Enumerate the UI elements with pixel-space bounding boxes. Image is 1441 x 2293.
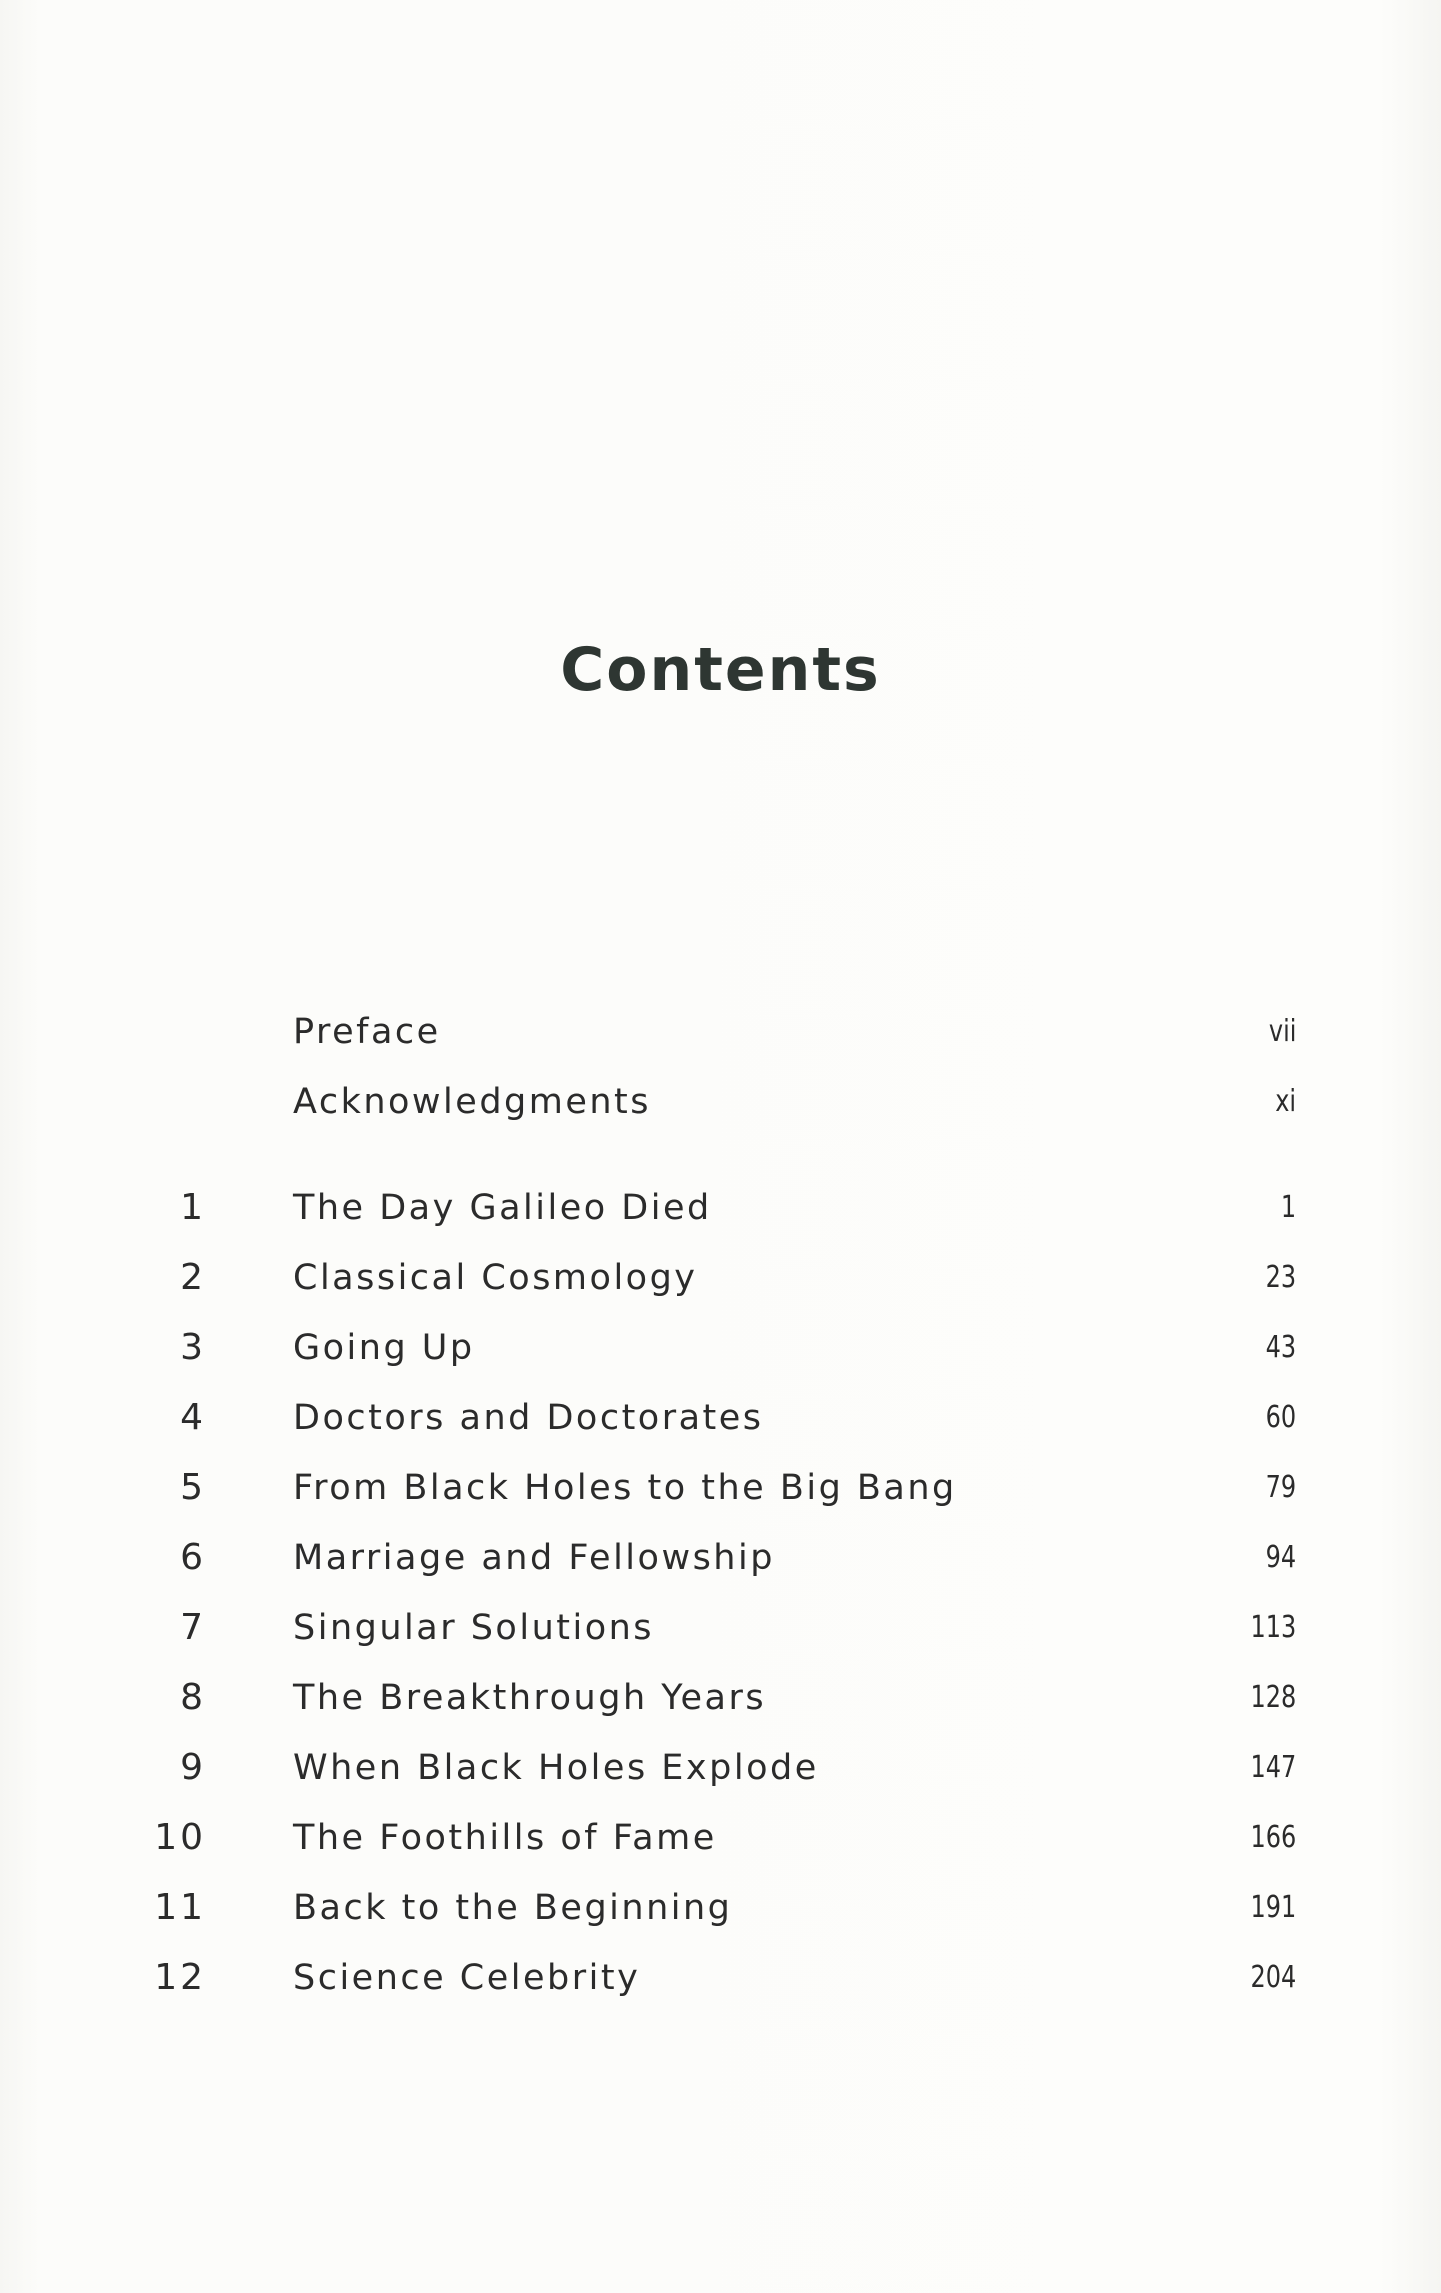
toc-entry-chapter-9 bbox=[0, 1743, 1441, 1793]
chapter-number: 7 bbox=[180, 1607, 206, 1648]
toc-entry-chapter-2 bbox=[0, 1253, 1441, 1303]
toc-entry-page: 191 bbox=[1250, 1890, 1296, 1925]
toc-entry-label: Going Up bbox=[293, 1328, 475, 1368]
chapter-number: 1 bbox=[180, 1187, 206, 1228]
toc-entry-chapter-6 bbox=[0, 1533, 1441, 1583]
toc-entry-chapter-5 bbox=[0, 1463, 1441, 1513]
toc-entry-chapter-4 bbox=[0, 1393, 1441, 1443]
toc-entry-label: Classical Cosmology bbox=[293, 1258, 698, 1298]
chapter-number: 10 bbox=[154, 1817, 206, 1858]
toc-entry-chapter-12 bbox=[0, 1953, 1441, 2003]
chapter-number: 2 bbox=[180, 1257, 206, 1298]
toc-entry-label: From Black Holes to the Big Bang bbox=[293, 1468, 957, 1508]
toc-entry-label: The Breakthrough Years bbox=[293, 1678, 767, 1718]
toc-entry-label: Singular Solutions bbox=[293, 1608, 655, 1648]
toc-entry-page: 23 bbox=[1265, 1260, 1296, 1295]
toc-entry-chapter-3 bbox=[0, 1323, 1441, 1373]
toc-entry-chapter-11 bbox=[0, 1883, 1441, 1933]
toc-entry-chapter-1 bbox=[0, 1183, 1441, 1233]
chapter-number: 8 bbox=[180, 1677, 206, 1718]
toc-entry-page: 204 bbox=[1250, 1960, 1296, 1995]
chapter-number: 6 bbox=[180, 1537, 206, 1578]
toc-entry-page: 94 bbox=[1265, 1540, 1296, 1575]
toc-entry-label: The Foothills of Fame bbox=[293, 1818, 717, 1858]
toc-entry-label: Science Celebrity bbox=[293, 1958, 641, 1998]
toc-entry-label: Acknowledgments bbox=[293, 1082, 652, 1122]
toc-entry-page: 60 bbox=[1265, 1400, 1296, 1435]
toc-entry-label: Back to the Beginning bbox=[293, 1888, 733, 1928]
toc-entry-page: 166 bbox=[1250, 1820, 1296, 1855]
chapter-number: 12 bbox=[154, 1957, 206, 1998]
toc-entry-chapter-8 bbox=[0, 1673, 1441, 1723]
toc-entry-page: vii bbox=[1268, 1014, 1296, 1049]
toc-entry-label: When Black Holes Explode bbox=[293, 1748, 819, 1788]
toc-entry-label: The Day Galileo Died bbox=[293, 1188, 712, 1228]
toc-entry-label: Preface bbox=[293, 1012, 441, 1052]
toc-entry-preface bbox=[0, 1007, 1441, 1057]
toc-entry-page: 128 bbox=[1250, 1680, 1296, 1715]
chapter-number: 9 bbox=[180, 1747, 206, 1788]
chapter-number: 4 bbox=[180, 1397, 206, 1438]
toc-entry-acknowledgments bbox=[0, 1077, 1441, 1127]
toc-entry-page: 113 bbox=[1250, 1610, 1296, 1645]
chapter-number: 11 bbox=[154, 1887, 206, 1928]
toc-entry-label: Marriage and Fellowship bbox=[293, 1538, 775, 1578]
toc-entry-page: 43 bbox=[1265, 1330, 1296, 1365]
chapter-number: 3 bbox=[180, 1327, 206, 1368]
chapter-number: 5 bbox=[180, 1467, 206, 1508]
toc-entry-chapter-7 bbox=[0, 1603, 1441, 1653]
toc-entry-label: Doctors and Doctorates bbox=[293, 1398, 764, 1438]
toc-entry-page: 79 bbox=[1265, 1470, 1296, 1505]
toc-entry-page: 147 bbox=[1250, 1750, 1296, 1785]
toc-entry-page: xi bbox=[1275, 1084, 1296, 1119]
toc-entry-chapter-10 bbox=[0, 1813, 1441, 1863]
page-title: Contents bbox=[560, 635, 881, 705]
toc-entry-page: 1 bbox=[1280, 1190, 1296, 1225]
